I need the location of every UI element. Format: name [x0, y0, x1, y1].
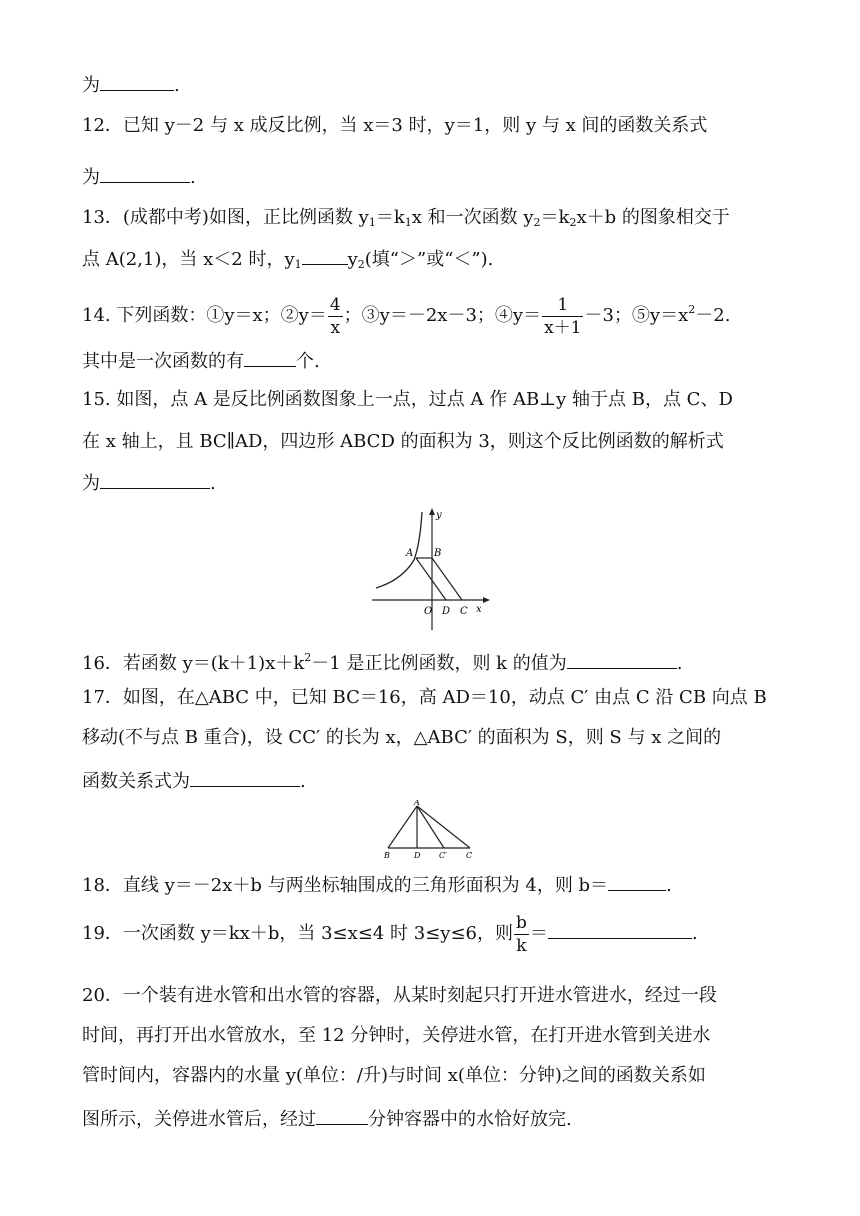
- text: ；③y＝－2x－3；④y＝: [343, 305, 542, 326]
- q17-line3: [82, 768, 306, 794]
- text: 14. 下列函数：①y＝x；②y＝: [82, 305, 327, 326]
- answer-blank[interactable]: [100, 470, 210, 489]
- text: .: [300, 771, 306, 792]
- q13-line2: [82, 246, 493, 277]
- answer-blank[interactable]: [302, 246, 348, 265]
- q14-line2: [82, 348, 320, 374]
- label-b: B: [384, 851, 390, 860]
- denominator: x: [330, 317, 341, 338]
- answer-blank[interactable]: [608, 872, 666, 891]
- q18-line: [82, 872, 672, 898]
- answer-blank[interactable]: [316, 1106, 368, 1125]
- label-c: C: [460, 606, 468, 617]
- text: 为: [82, 473, 100, 494]
- text: .: [676, 653, 683, 674]
- label-a: A: [414, 800, 420, 807]
- label-b: B: [434, 548, 442, 559]
- q19-line: [82, 910, 698, 958]
- text: 个.: [296, 351, 320, 372]
- subscript: 1: [404, 216, 412, 229]
- label-d: D: [414, 851, 421, 860]
- text: 16．若函数 y＝(k＋1)x＋k: [82, 653, 305, 674]
- answer-blank[interactable]: [100, 72, 174, 91]
- line-q11-end: [82, 72, 180, 98]
- segment-ac: [417, 806, 470, 848]
- subscript: 2: [533, 216, 541, 229]
- text: .: [691, 923, 698, 944]
- text: 18．直线 y＝－2x＋b 与两坐标轴围成的三角形面积为 4，则 b＝: [82, 875, 609, 896]
- text: 13．(成都中考)如图，正比例函数 y: [82, 207, 369, 228]
- text: －2.: [695, 305, 731, 326]
- q15-line2: 在 x 轴上，且 BC∥AD，四边形 ABCD 的面积为 3，则这个反比例函数的解析式: [82, 431, 724, 452]
- text: .: [666, 875, 672, 896]
- text: x 和一次函数 y: [411, 207, 534, 228]
- answer-blank[interactable]: [567, 650, 677, 669]
- segment-ad: [416, 558, 446, 600]
- hyperbola-curve: [376, 512, 422, 588]
- q15-line3: [82, 470, 216, 496]
- text: 点 A(2,1)，当 x＜2 时，y: [82, 249, 295, 270]
- x-axis-arrow: [483, 597, 490, 603]
- label-x: x: [476, 604, 482, 615]
- fraction: [328, 294, 343, 339]
- label-d: D: [442, 606, 451, 617]
- text: 分钟容器中的水恰好放完.: [368, 1109, 572, 1130]
- q12-line2: [82, 164, 196, 190]
- subscript: 1: [368, 216, 376, 229]
- label-a: A: [406, 548, 414, 559]
- figure-triangle-abc: [380, 800, 480, 864]
- q14-line1: [82, 286, 730, 340]
- text: －1 是正比例函数，则 k 的值为: [311, 653, 567, 674]
- denominator: x＋1: [544, 317, 582, 338]
- text: －3；⑤y＝x: [584, 305, 689, 326]
- text: 其中是一次函数的有: [82, 351, 244, 372]
- segment-ac-prime: [417, 806, 444, 848]
- q20-line4: [82, 1106, 572, 1132]
- text: ＝k: [375, 207, 405, 228]
- label-c-prime: C′: [439, 851, 447, 860]
- text: 为: [82, 167, 100, 188]
- segment-ab: [388, 806, 417, 848]
- text: 19．一次函数 y＝kx＋b，当 3≤x≤4 时 3≤y≤6，则: [82, 923, 513, 944]
- label-y: y: [436, 510, 442, 521]
- q12-line1: 12．已知 y－2 与 x 成反比例，当 x＝3 时，y＝1，则 y 与 x 间的函数关系式: [82, 115, 708, 136]
- q13-line1: [82, 206, 730, 235]
- text: 为: [82, 75, 100, 96]
- figure-inverse-function: [368, 506, 492, 634]
- q16-line: [82, 646, 683, 676]
- q17-line1: 17．如图，在△ABC 中，已知 BC＝16，高 AD＝10，动点 C′ 由点 C 沿 CB 向点 B: [82, 687, 767, 708]
- y-axis-arrow: [429, 508, 435, 515]
- label-o: O: [424, 606, 433, 617]
- label-c: C: [466, 851, 473, 860]
- text: .: [190, 167, 196, 188]
- q17-line2: 移动(不与点 B 重合)，设 CC′ 的长为 x，△ABC′ 的面积为 S，则 S 与 x 之间的: [82, 727, 722, 748]
- text: 函数关系式为: [82, 771, 190, 792]
- text: y: [347, 249, 358, 270]
- answer-blank[interactable]: [548, 920, 692, 939]
- superscript: 2: [688, 303, 696, 316]
- answer-blank[interactable]: [190, 768, 300, 787]
- q20-line1: 20．一个装有进水管和出水管的容器，从某时刻起只打开进水管进水，经过一段: [82, 985, 717, 1006]
- subscript: 2: [569, 216, 577, 229]
- numerator: 4: [329, 294, 341, 315]
- fraction: [514, 912, 529, 957]
- text: x＋b 的图象相交于: [576, 207, 730, 228]
- segment-bc: [432, 558, 462, 600]
- answer-blank[interactable]: [244, 348, 296, 367]
- q15-line1: 15. 如图，点 A 是反比例函数图象上一点，过点 A 作 AB⊥y 轴于点 B，点 C、D: [82, 389, 733, 410]
- numerator: 1: [542, 294, 583, 317]
- numerator: b: [516, 912, 527, 933]
- q20-line3: 管时间内，容器内的水量 y(单位：/升)与时间 x(单位：分钟)之间的函数关系如: [82, 1065, 706, 1086]
- text: 图所示，关停进水管后，经过: [82, 1109, 316, 1130]
- text: .: [174, 75, 180, 96]
- text: .: [210, 473, 216, 494]
- subscript: 1: [294, 258, 302, 271]
- q20-line2: 时间，再打开出水管放水，至 12 分钟时，关停进水管，在打开进水管到关进水: [82, 1025, 711, 1046]
- denominator: k: [516, 935, 527, 956]
- superscript: 2: [304, 651, 312, 664]
- answer-blank[interactable]: [100, 164, 190, 183]
- text: ＝: [529, 923, 548, 944]
- subscript: 2: [357, 258, 365, 271]
- fraction: [542, 294, 583, 339]
- text: ＝k: [540, 207, 570, 228]
- text: (填“＞”或“＜”).: [364, 249, 494, 270]
